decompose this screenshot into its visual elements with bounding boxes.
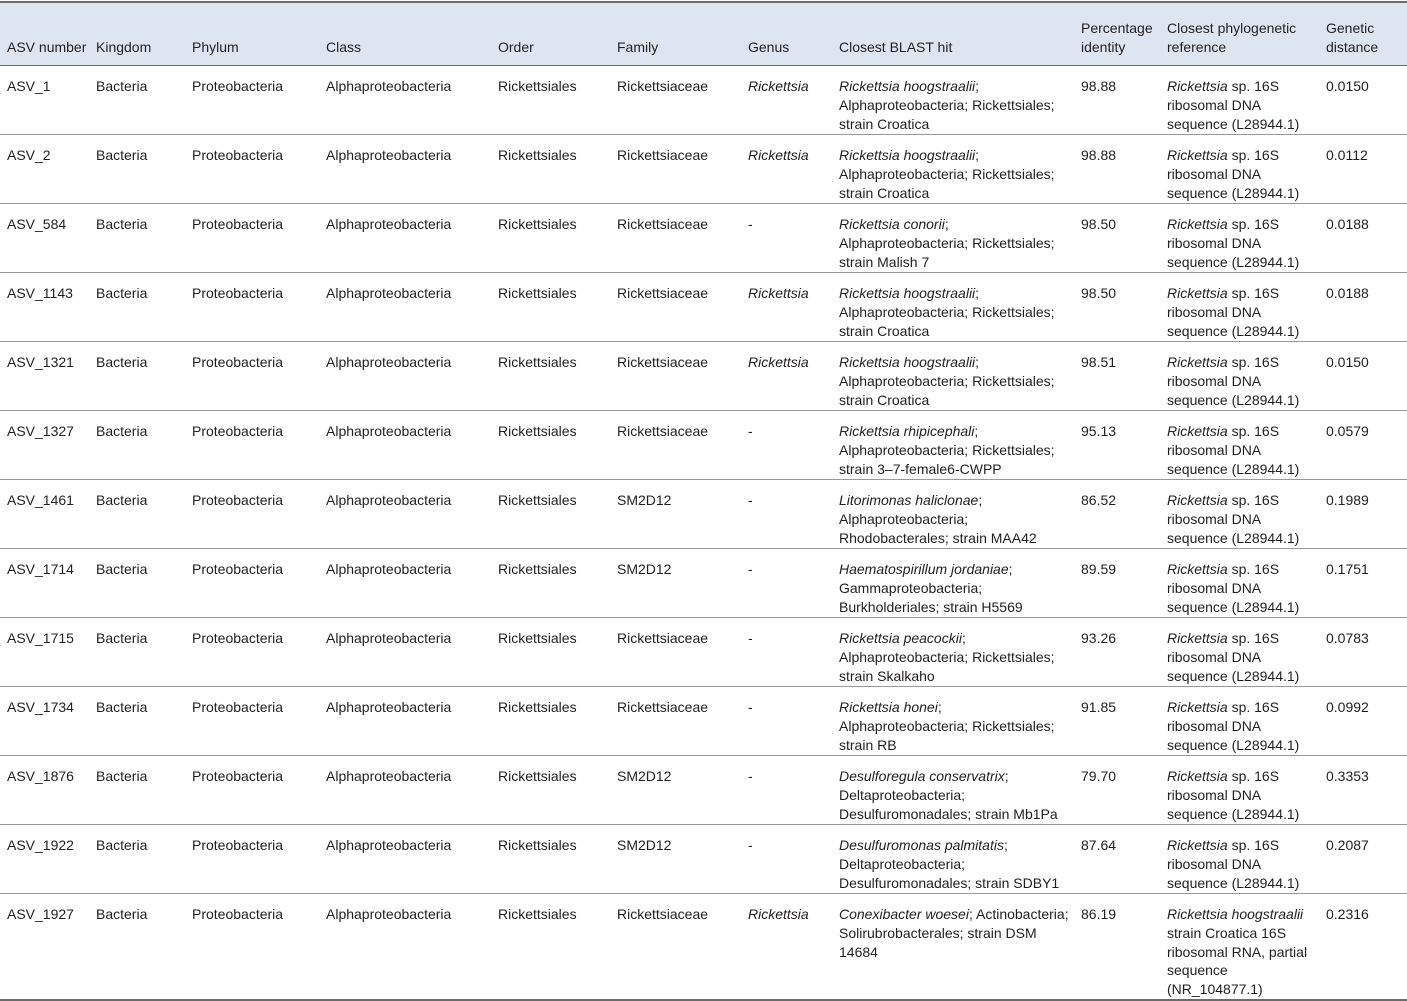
- table-row: [0, 549, 1407, 618]
- cell-class: Alphaproteobacteria: [326, 354, 452, 370]
- cell-order: Rickettsiales: [498, 492, 577, 508]
- cell-distance: 0.3353: [1326, 768, 1369, 784]
- cell-family: Rickettsiaceae: [617, 147, 709, 163]
- cell-order: Rickettsiales: [498, 147, 577, 163]
- blast-species: Rickettsia peacockii: [839, 630, 962, 646]
- blast-species: Rickettsia hoogstraalii: [839, 354, 976, 370]
- reference-species: Rickettsia: [1167, 216, 1228, 232]
- cell-kingdom: Bacteria: [96, 285, 148, 301]
- cell-asv: ASV_1876: [7, 768, 74, 784]
- header-row: [0, 2, 1407, 66]
- table-body: [0, 66, 1407, 1000]
- reference-details: sp. 16S ribosomal DNA sequence (L28944.1): [1167, 768, 1300, 822]
- reference-details: sp. 16S ribosomal DNA sequence (L28944.1): [1167, 78, 1300, 132]
- reference-species: Rickettsia: [1167, 423, 1228, 439]
- cell-distance: 0.2087: [1326, 837, 1369, 853]
- cell-family: SM2D12: [617, 837, 672, 853]
- cell-kingdom: Bacteria: [96, 837, 148, 853]
- cell-phylo-reference: [1160, 135, 1319, 204]
- cell-identity: 87.64: [1081, 837, 1117, 853]
- cell-distance: 0.0150: [1326, 78, 1369, 94]
- table-row: [0, 687, 1407, 756]
- cell-kingdom: Bacteria: [96, 423, 148, 439]
- cell-genus-italic: Rickettsia: [748, 285, 809, 301]
- cell-order: Rickettsiales: [498, 561, 577, 577]
- cell-phylo-reference: [1160, 66, 1319, 135]
- cell-genus: [741, 273, 832, 342]
- cell-phylum: Proteobacteria: [192, 423, 284, 439]
- cell-order: Rickettsiales: [498, 78, 577, 94]
- cell-distance: 0.0112: [1326, 147, 1368, 163]
- cell-phylo-reference: [1160, 273, 1319, 342]
- cell-distance: 0.1989: [1326, 492, 1369, 508]
- cell-phylum: Proteobacteria: [192, 699, 284, 715]
- cell-class: Alphaproteobacteria: [326, 699, 452, 715]
- cell-class: Alphaproteobacteria: [326, 768, 452, 784]
- asv-table: [0, 1, 1407, 1001]
- blast-details: ; Alphaproteobacteria; Rickettsiales; strain Croatica: [839, 354, 1055, 408]
- cell-genus: -: [748, 699, 753, 715]
- cell-identity: 89.59: [1081, 561, 1117, 577]
- cell-asv: ASV_1321: [7, 354, 74, 370]
- cell-genus-italic: Rickettsia: [748, 906, 809, 922]
- cell-phylum: Proteobacteria: [192, 285, 284, 301]
- cell-blast-hit: [832, 825, 1074, 894]
- cell-kingdom: Bacteria: [96, 354, 148, 370]
- table-row: [0, 894, 1407, 1000]
- table-row: [0, 204, 1407, 273]
- cell-class: Alphaproteobacteria: [326, 423, 452, 439]
- cell-blast-hit: [832, 480, 1074, 549]
- cell-identity: 98.50: [1081, 216, 1117, 232]
- cell-identity: 86.52: [1081, 492, 1117, 508]
- cell-phylo-reference: [1160, 549, 1319, 618]
- cell-asv: ASV_1461: [7, 492, 74, 508]
- cell-kingdom: Bacteria: [96, 216, 148, 232]
- cell-genus: [741, 342, 832, 411]
- reference-details: sp. 16S ribosomal DNA sequence (L28944.1): [1167, 423, 1300, 477]
- cell-genus: -: [748, 216, 753, 232]
- cell-family: Rickettsiaceae: [617, 216, 709, 232]
- blast-details: ; Deltaproteobacteria; Desulfuromonadales; strain SDBY1: [839, 837, 1060, 891]
- column-header: Percentage identity: [1081, 20, 1153, 56]
- blast-species: Litorimonas haliclonae: [839, 492, 979, 508]
- blast-species: Rickettsia hoogstraalii: [839, 147, 976, 163]
- cell-identity: 98.88: [1081, 147, 1117, 163]
- table-row: [0, 756, 1407, 825]
- cell-phylo-reference: [1160, 687, 1319, 756]
- cell-order: Rickettsiales: [498, 354, 577, 370]
- cell-family: Rickettsiaceae: [617, 630, 709, 646]
- cell-phylum: Proteobacteria: [192, 492, 284, 508]
- cell-phylo-reference: [1160, 204, 1319, 273]
- cell-asv: ASV_1327: [7, 423, 74, 439]
- column-header: Genus: [748, 39, 790, 56]
- blast-species: Haematospirillum jordaniae: [839, 561, 1009, 577]
- blast-details: ; Deltaproteobacteria; Desulfuromonadales; strain Mb1Pa: [839, 768, 1058, 822]
- reference-details: strain Croatica 16S ribosomal RNA, partial sequence (NR_104877.1): [1167, 924, 1308, 998]
- cell-blast-hit: [832, 411, 1074, 480]
- cell-identity: 79.70: [1081, 768, 1117, 784]
- cell-blast-hit: [832, 204, 1074, 273]
- cell-order: Rickettsiales: [498, 906, 577, 922]
- cell-genus: -: [748, 423, 753, 439]
- cell-order: Rickettsiales: [498, 630, 577, 646]
- column-header: Closest phylogenetic reference: [1167, 20, 1297, 56]
- cell-distance: 0.0783: [1326, 630, 1369, 646]
- blast-species: Desulfuromonas palmitatis: [839, 837, 1004, 853]
- reference-details: sp. 16S ribosomal DNA sequence (L28944.1): [1167, 354, 1300, 408]
- cell-phylo-reference: [1160, 894, 1319, 1000]
- cell-family: Rickettsiaceae: [617, 285, 709, 301]
- cell-phylum: Proteobacteria: [192, 78, 284, 94]
- cell-kingdom: Bacteria: [96, 768, 148, 784]
- blast-species: Rickettsia honei: [839, 699, 938, 715]
- cell-blast-hit: [832, 687, 1074, 756]
- cell-kingdom: Bacteria: [96, 906, 148, 922]
- blast-species: Rickettsia rhipicephali: [839, 423, 975, 439]
- cell-distance: 0.2316: [1326, 906, 1369, 922]
- cell-asv: ASV_1734: [7, 699, 74, 715]
- reference-species: Rickettsia: [1167, 837, 1228, 853]
- cell-genus: -: [748, 768, 753, 784]
- cell-identity: 98.50: [1081, 285, 1117, 301]
- blast-details: ; Alphaproteobacteria; Rickettsiales; strain 3–7-female6-CWPP: [839, 423, 1055, 477]
- cell-phylum: Proteobacteria: [192, 354, 284, 370]
- blast-details: ; Alphaproteobacteria; Rickettsiales; strain Malish 7: [839, 216, 1055, 270]
- reference-species: Rickettsia hoogstraalii: [1167, 906, 1304, 922]
- reference-details: sp. 16S ribosomal DNA sequence (L28944.1): [1167, 147, 1300, 201]
- cell-identity: 95.13: [1081, 423, 1117, 439]
- cell-class: Alphaproteobacteria: [326, 561, 452, 577]
- cell-blast-hit: [832, 756, 1074, 825]
- reference-details: sp. 16S ribosomal DNA sequence (L28944.1): [1167, 216, 1300, 270]
- cell-family: Rickettsiaceae: [617, 906, 709, 922]
- blast-species: Rickettsia hoogstraalii: [839, 78, 976, 94]
- cell-blast-hit: [832, 273, 1074, 342]
- cell-genus-italic: Rickettsia: [748, 147, 809, 163]
- reference-species: Rickettsia: [1167, 147, 1228, 163]
- cell-blast-hit: [832, 66, 1074, 135]
- cell-phylo-reference: [1160, 756, 1319, 825]
- cell-class: Alphaproteobacteria: [326, 216, 452, 232]
- reference-details: sp. 16S ribosomal DNA sequence (L28944.1): [1167, 285, 1300, 339]
- cell-class: Alphaproteobacteria: [326, 147, 452, 163]
- cell-genus: -: [748, 492, 753, 508]
- cell-family: Rickettsiaceae: [617, 699, 709, 715]
- cell-identity: 86.19: [1081, 906, 1117, 922]
- table-row: [0, 618, 1407, 687]
- reference-details: sp. 16S ribosomal DNA sequence (L28944.1): [1167, 561, 1300, 615]
- cell-blast-hit: [832, 342, 1074, 411]
- table-row: [0, 825, 1407, 894]
- cell-genus: -: [748, 561, 753, 577]
- cell-asv: ASV_1714: [7, 561, 74, 577]
- table-row: [0, 66, 1407, 135]
- cell-order: Rickettsiales: [498, 216, 577, 232]
- cell-kingdom: Bacteria: [96, 78, 148, 94]
- column-header: Kingdom: [96, 39, 152, 56]
- cell-blast-hit: [832, 618, 1074, 687]
- cell-asv: ASV_1715: [7, 630, 74, 646]
- blast-details: ; Actinobacteria; Solirubrobacterales; strain DSM 14684: [839, 906, 1069, 960]
- cell-phylo-reference: [1160, 618, 1319, 687]
- cell-phylo-reference: [1160, 480, 1319, 549]
- cell-phylo-reference: [1160, 342, 1319, 411]
- cell-genus: [741, 135, 832, 204]
- blast-details: ; Alphaproteobacteria; Rickettsiales; strain RB: [839, 699, 1055, 753]
- cell-kingdom: Bacteria: [96, 492, 148, 508]
- blast-species: Desulforegula conservatrix: [839, 768, 1005, 784]
- cell-phylum: Proteobacteria: [192, 147, 284, 163]
- cell-class: Alphaproteobacteria: [326, 492, 452, 508]
- cell-order: Rickettsiales: [498, 837, 577, 853]
- cell-asv: ASV_1: [7, 78, 51, 94]
- cell-genus-italic: Rickettsia: [748, 78, 809, 94]
- column-header: ASV number: [7, 39, 87, 56]
- cell-phylum: Proteobacteria: [192, 837, 284, 853]
- cell-identity: 98.51: [1081, 354, 1117, 370]
- blast-species: Rickettsia conorii: [839, 216, 945, 232]
- cell-order: Rickettsiales: [498, 768, 577, 784]
- cell-blast-hit: [832, 549, 1074, 618]
- cell-phylum: Proteobacteria: [192, 216, 284, 232]
- cell-family: Rickettsiaceae: [617, 354, 709, 370]
- cell-family: Rickettsiaceae: [617, 423, 709, 439]
- cell-phylo-reference: [1160, 825, 1319, 894]
- reference-details: sp. 16S ribosomal DNA sequence (L28944.1): [1167, 837, 1300, 891]
- cell-identity: 91.85: [1081, 699, 1117, 715]
- reference-species: Rickettsia: [1167, 354, 1228, 370]
- cell-order: Rickettsiales: [498, 285, 577, 301]
- blast-details: ; Alphaproteobacteria; Rickettsiales; strain Skalkaho: [839, 630, 1055, 684]
- blast-species: Conexibacter woesei: [839, 906, 969, 922]
- table-row: [0, 135, 1407, 204]
- table-header: [0, 2, 1407, 66]
- column-header: Genetic distance: [1326, 20, 1379, 56]
- cell-class: Alphaproteobacteria: [326, 906, 452, 922]
- cell-distance: 0.0188: [1326, 285, 1369, 301]
- reference-species: Rickettsia: [1167, 699, 1228, 715]
- reference-species: Rickettsia: [1167, 768, 1228, 784]
- cell-asv: ASV_584: [7, 216, 67, 232]
- column-header: Class: [326, 39, 362, 56]
- cell-genus: -: [748, 630, 753, 646]
- blast-details: ; Gammaproteobacteria; Burkholderiales; strain H5569: [839, 561, 1023, 615]
- column-header: Order: [498, 39, 534, 56]
- cell-blast-hit: [832, 135, 1074, 204]
- table-row: [0, 342, 1407, 411]
- cell-phylum: Proteobacteria: [192, 561, 284, 577]
- reference-species: Rickettsia: [1167, 561, 1228, 577]
- cell-asv: ASV_1143: [7, 285, 73, 301]
- cell-identity: 98.88: [1081, 78, 1117, 94]
- table-row: [0, 273, 1407, 342]
- reference-details: sp. 16S ribosomal DNA sequence (L28944.1): [1167, 699, 1300, 753]
- cell-order: Rickettsiales: [498, 423, 577, 439]
- cell-genus-italic: Rickettsia: [748, 354, 809, 370]
- blast-details: ; Alphaproteobacteria; Rickettsiales; strain Croatica: [839, 147, 1055, 201]
- cell-asv: ASV_2: [7, 147, 51, 163]
- reference-details: sp. 16S ribosomal DNA sequence (L28944.1): [1167, 630, 1300, 684]
- reference-species: Rickettsia: [1167, 630, 1228, 646]
- cell-asv: ASV_1922: [7, 837, 74, 853]
- cell-family: SM2D12: [617, 768, 672, 784]
- cell-class: Alphaproteobacteria: [326, 78, 452, 94]
- cell-order: Rickettsiales: [498, 699, 577, 715]
- cell-phylum: Proteobacteria: [192, 768, 284, 784]
- reference-species: Rickettsia: [1167, 78, 1228, 94]
- cell-family: Rickettsiaceae: [617, 78, 709, 94]
- cell-kingdom: Bacteria: [96, 699, 148, 715]
- cell-family: SM2D12: [617, 492, 672, 508]
- table-row: [0, 411, 1407, 480]
- cell-phylo-reference: [1160, 411, 1319, 480]
- cell-kingdom: Bacteria: [96, 147, 148, 163]
- table-row: [0, 480, 1407, 549]
- cell-class: Alphaproteobacteria: [326, 285, 452, 301]
- blast-species: Rickettsia hoogstraalii: [839, 285, 976, 301]
- blast-details: ; Alphaproteobacteria; Rickettsiales; strain Croatica: [839, 78, 1055, 132]
- cell-phylum: Proteobacteria: [192, 630, 284, 646]
- cell-asv: ASV_1927: [7, 906, 74, 922]
- reference-species: Rickettsia: [1167, 492, 1228, 508]
- cell-family: SM2D12: [617, 561, 672, 577]
- cell-class: Alphaproteobacteria: [326, 630, 452, 646]
- column-header: Family: [617, 39, 659, 56]
- column-header: Closest BLAST hit: [839, 39, 953, 56]
- column-header: Phylum: [192, 39, 239, 56]
- cell-identity: 93.26: [1081, 630, 1117, 646]
- blast-details: ; Alphaproteobacteria; Rickettsiales; strain Croatica: [839, 285, 1055, 339]
- cell-kingdom: Bacteria: [96, 561, 148, 577]
- cell-class: Alphaproteobacteria: [326, 837, 452, 853]
- cell-kingdom: Bacteria: [96, 630, 148, 646]
- cell-genus: [741, 66, 832, 135]
- cell-distance: 0.0992: [1326, 699, 1369, 715]
- cell-distance: 0.0579: [1326, 423, 1369, 439]
- cell-distance: 0.1751: [1326, 561, 1369, 577]
- cell-distance: 0.0188: [1326, 216, 1369, 232]
- cell-distance: 0.0150: [1326, 354, 1369, 370]
- blast-details: ; Alphaproteobacteria; Rhodobacterales; strain MAA42: [839, 492, 1037, 546]
- reference-species: Rickettsia: [1167, 285, 1228, 301]
- cell-genus: [741, 894, 832, 1000]
- reference-details: sp. 16S ribosomal DNA sequence (L28944.1): [1167, 492, 1300, 546]
- cell-phylum: Proteobacteria: [192, 906, 284, 922]
- cell-blast-hit: [832, 894, 1074, 1000]
- cell-genus: -: [748, 837, 753, 853]
